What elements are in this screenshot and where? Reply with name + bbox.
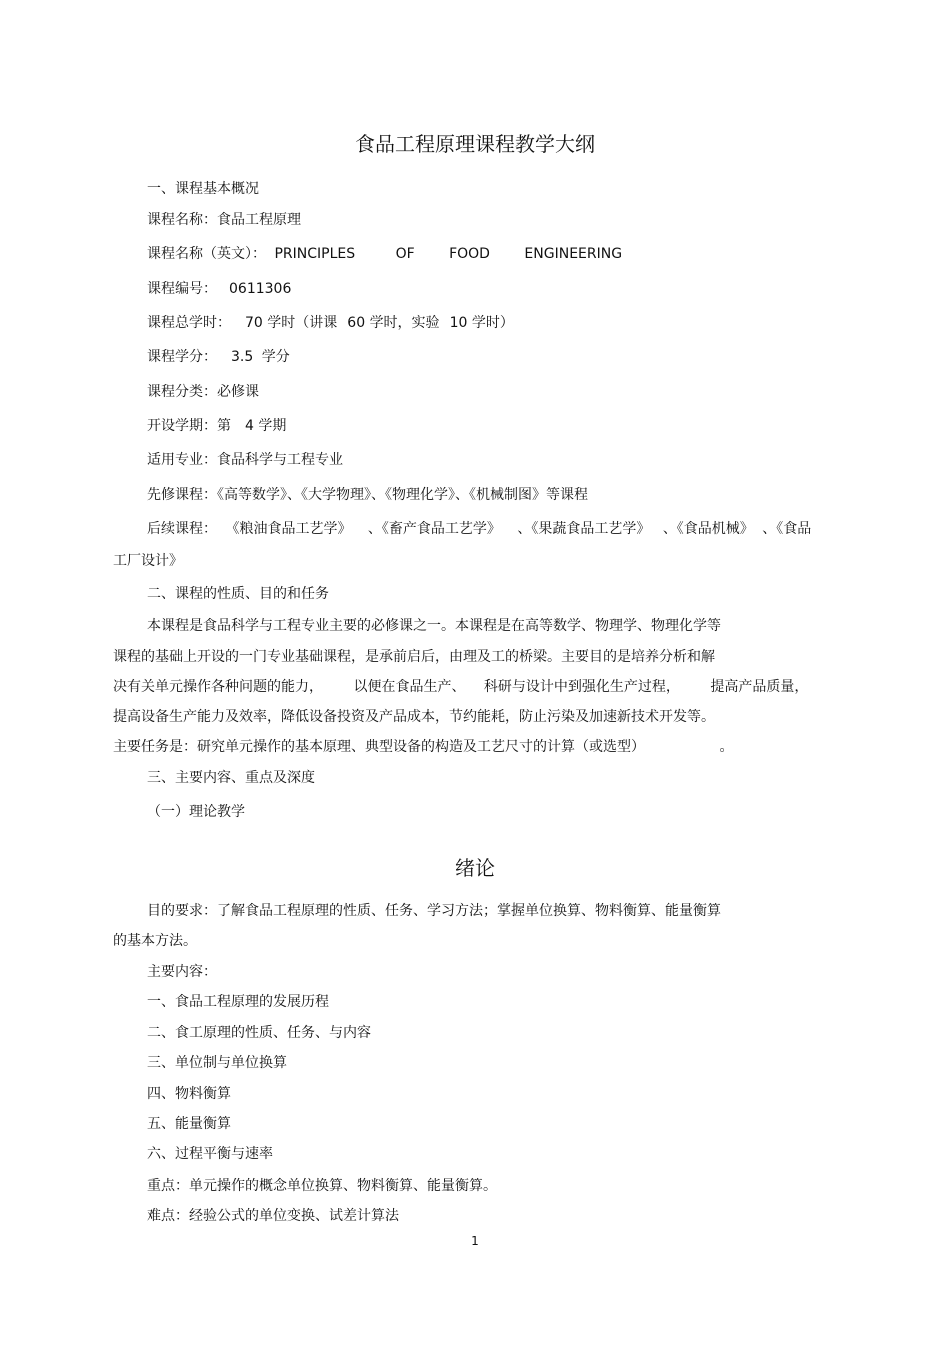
- semester: [147, 417, 286, 435]
- followup-course: 《粮油食品工艺学》: [225, 521, 352, 537]
- total-hours-detail: 学时，实验: [369, 315, 440, 331]
- total-hours-detail: 学时（讲课: [267, 315, 338, 331]
- difficulties: 难点：经验公式的单位变换、试差计算法: [147, 1208, 399, 1224]
- course-code-value: 0611306: [229, 281, 292, 297]
- paragraph-segment: 。: [719, 739, 734, 755]
- objective-requirement-continued: 的基本方法。: [113, 933, 197, 949]
- followup-label: 后续课程：: [147, 521, 217, 537]
- credits-label: 课程学分：: [147, 349, 217, 365]
- semester-label: 开设学期：第: [147, 418, 231, 434]
- total-hours-detail: 学时）: [471, 315, 514, 331]
- course-code: [147, 280, 291, 298]
- content-item: 二、食工原理的性质、任务、与内容: [147, 1025, 371, 1041]
- section-heading-content: 三、主要内容、重点及深度: [147, 770, 315, 786]
- lecture-hours: 60: [347, 315, 366, 331]
- english-word: OF: [395, 246, 415, 262]
- followup-courses-continued: 工厂设计》: [113, 553, 183, 569]
- credits-value: 3.5: [231, 349, 254, 365]
- document-title: 食品工程原理课程教学大纲: [355, 132, 595, 156]
- paragraph-segment: 提高产品质量，: [710, 679, 809, 695]
- content-item: 四、物料衡算: [147, 1086, 231, 1102]
- content-item: 一、食品工程原理的发展历程: [147, 994, 329, 1010]
- total-hours-label: 课程总学时：: [147, 315, 231, 331]
- paragraph-line: 课程的基础上开设的一门专业基础课程，是承前启后，由理及工的桥梁。主要目的是培养分析和解: [113, 649, 715, 665]
- paragraph-segment: 主要任务是：研究单元操作的基本原理、典型设备的构造及工艺尺寸的计算（或选型）: [113, 739, 645, 755]
- paragraph-line: 提高设备生产能力及效率，降低设备投资及产品成本，节约能耗，防止污染及加速新技术开发等。: [113, 709, 715, 725]
- paragraph-segment: 决有关单元操作各种问题的能力，: [113, 679, 323, 695]
- content-item: 三、单位制与单位换算: [147, 1055, 287, 1071]
- semester-unit: 学期: [258, 418, 287, 434]
- section-heading-overview: 一、课程基本概况: [147, 181, 259, 197]
- applicable-major: 适用专业：食品科学与工程专业: [147, 452, 343, 468]
- subsection-heading-theory: （一）理论教学: [147, 804, 245, 820]
- followup-course: 、《果蔬食品工艺学》: [517, 521, 651, 537]
- objective-requirement: 目的要求：了解食品工程原理的性质、任务、学习方法；掌握单位换算、物料衡算、能量衡算: [147, 903, 721, 919]
- content-item: 五、能量衡算: [147, 1116, 231, 1132]
- course-name-english-label: 课程名称（英文）：: [147, 246, 266, 262]
- paragraph-line: 本课程是食品科学与工程专业主要的必修课之一。本课程是在高等数学、物理学、物理化学等: [147, 618, 721, 634]
- course-name: 课程名称：食品工程原理: [147, 212, 301, 228]
- credits: [147, 348, 290, 366]
- section-heading-nature: 二、课程的性质、目的和任务: [147, 586, 329, 602]
- course-category: 课程分类：必修课: [147, 384, 259, 400]
- followup-course: 、《食品机械》: [662, 521, 754, 537]
- key-points: 重点：单元操作的概念单位换算、物料衡算、能量衡算。: [147, 1178, 497, 1194]
- main-content-label: 主要内容：: [147, 964, 217, 980]
- followup-course: 、《食品: [762, 521, 812, 537]
- prerequisite-courses: 先修课程：《高等数学》、《大学物理》、《物理化学》、《机械制图》等课程: [147, 487, 588, 503]
- course-name-english: [147, 245, 622, 263]
- paragraph-segment: 科研与设计中到强化生产过程，: [483, 679, 680, 695]
- followup-course: 、《畜产食品工艺学》: [367, 521, 501, 537]
- total-hours-value: 70: [245, 315, 263, 331]
- english-word: PRINCIPLES: [274, 246, 356, 262]
- paragraph-line: [113, 738, 733, 756]
- paragraph-segment: 以便在食品生产、: [353, 679, 466, 695]
- chapter-title-introduction: 绪论: [455, 856, 495, 880]
- followup-courses: [147, 520, 811, 538]
- paragraph-line: [113, 678, 808, 696]
- credits-unit: 学分: [261, 349, 290, 365]
- total-hours: [147, 314, 514, 332]
- page-number: 1: [471, 1234, 479, 1248]
- course-code-label: 课程编号：: [147, 281, 217, 297]
- content-item: 六、过程平衡与速率: [147, 1146, 273, 1162]
- semester-value: 4: [245, 418, 254, 434]
- english-word: FOOD: [449, 246, 490, 262]
- english-word: ENGINEERING: [524, 246, 623, 262]
- lab-hours: 10: [449, 315, 468, 331]
